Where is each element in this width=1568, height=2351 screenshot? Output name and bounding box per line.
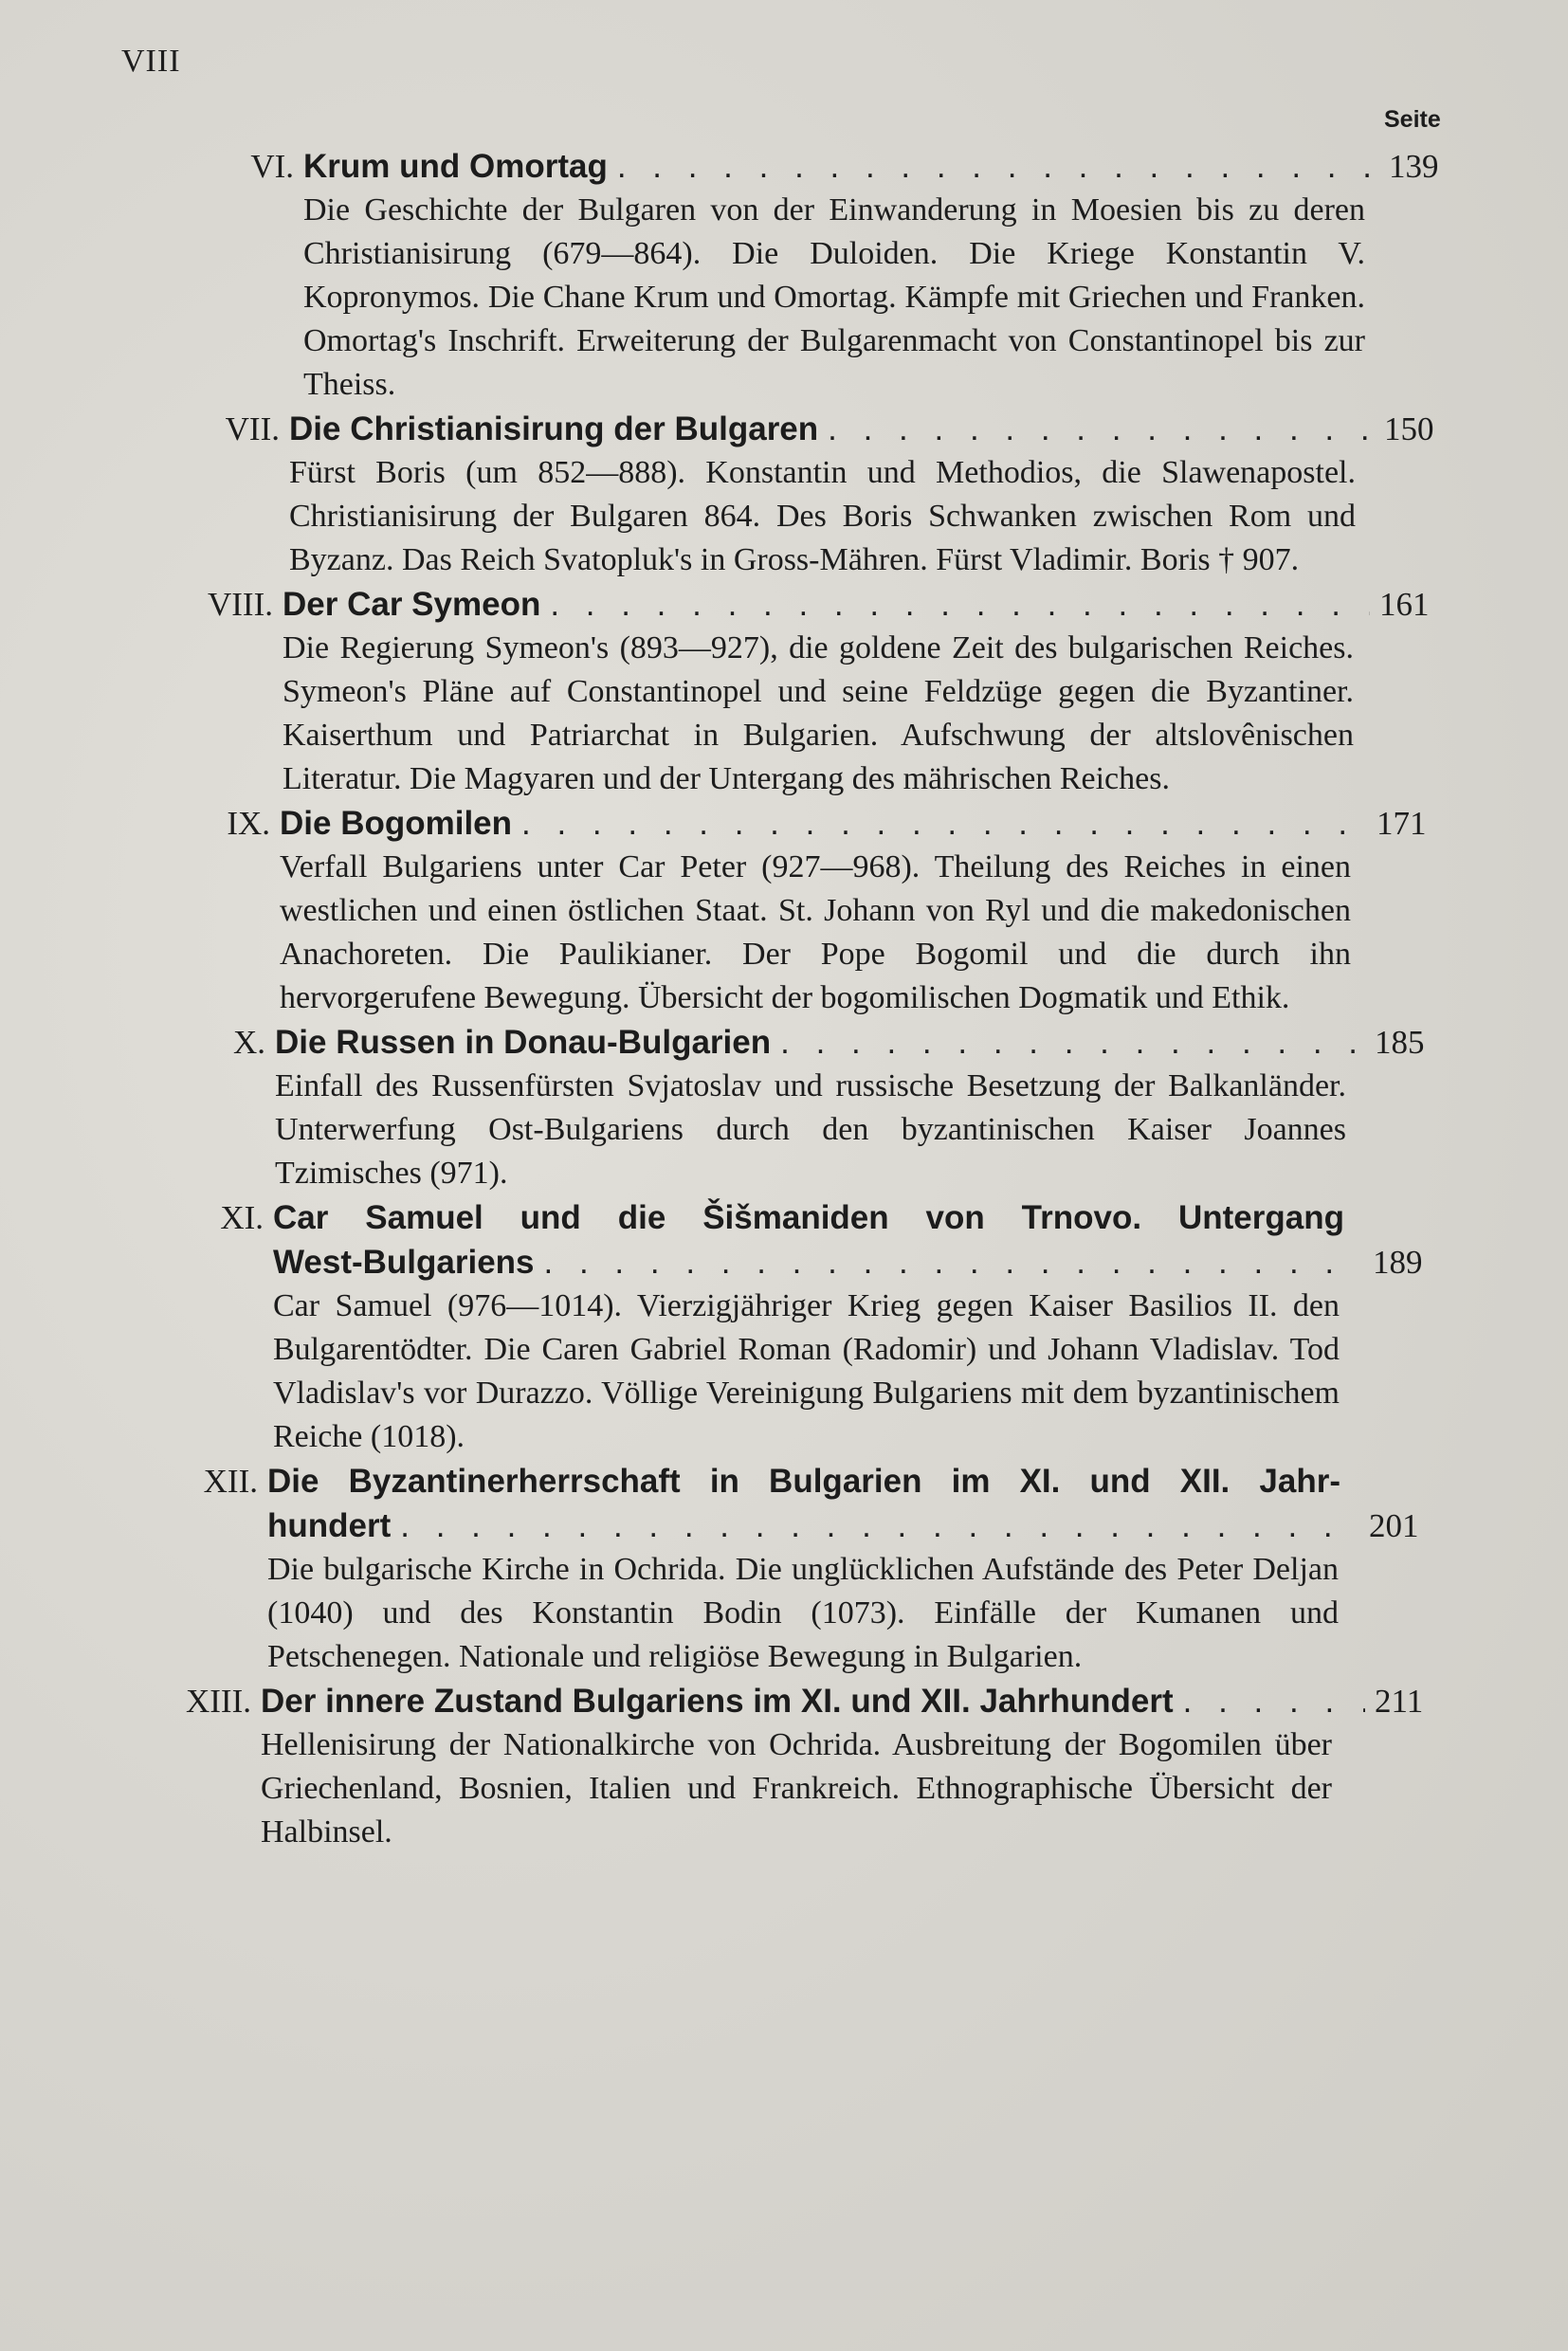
chapter-summary: Die Geschichte der Bulgaren von der Einwanderung in Moesien bis zu deren Christianisirung (679—864). Die Duloiden. Die Kriege Konstantin V. Kopronymos. Die Chane Krum und Omortag. Kämpfe mit Griechen und Franken. Omortag's Inschrift. Erweiterung der Bulgarenmacht von Constantinopel bis zur Theiss. [303, 192, 1365, 402]
leader-dots [521, 801, 1367, 846]
chapter-summary: Fürst Boris (um 852—888). Konstantin und Methodios, die Slawenapostel. Christianisirung der Bulgaren 864. Des Boris Schwanken zwischen Rom und Byzanz. Das Reich Svatopluk's in Gross-Mähren. Fürst Vladimir. Boris † 907. [289, 455, 1356, 577]
toc-heading [208, 582, 1446, 627]
chapter-summary: Verfall Bulgariens unter Car Peter (927—968). Theilung des Reiches in einen westlichen und einen östlichen Staat. St. Johann von Ryl und die makedonischen Anachoreten. Die Paulikianer. Der Pope Bogomil und die durch ihn hervorgerufene Bewegung. Übersicht der bogomilischen Dogmatik und Ethik. [280, 849, 1351, 1015]
toc-heading [227, 801, 1443, 846]
page-reference: 171 [1377, 805, 1427, 842]
toc-entry-x [232, 1020, 1441, 1195]
chapter-summary: Car Samuel (976—1014). Vierzigjähriger Krieg gegen Kaiser Basilios II. den Bulgarentödter. Die Caren Gabriel Roman (Radomir) und Johann Vladislav. Tod Vladislav's vor Durazzo. Völlige Vereinigung Bulgariens mit dem byzantinischem Reiche (1018). [273, 1288, 1340, 1454]
page-number: VIII [121, 44, 181, 79]
leader-dots [617, 144, 1379, 189]
chapter-title-line-1: Die Byzantinerherrschaft in Bulgarien im XI. und XII. Jahr- [267, 1463, 1340, 1500]
chapter-title: Krum und Omortag [303, 148, 608, 185]
table-of-contents [133, 144, 1460, 1854]
toc-heading [250, 144, 1455, 189]
chapter-title: Die Russen in Donau-Bulgarien [275, 1024, 772, 1061]
chapter-title-line-2: hundert [267, 1507, 392, 1544]
toc-entry-xii [203, 1459, 1435, 1679]
chapter-title: Die Christianisirung der Bulgaren [289, 410, 819, 447]
toc-entry-viii [208, 582, 1446, 801]
toc-heading [225, 407, 1450, 451]
page-reference: 185 [1375, 1024, 1425, 1061]
chapter-summary: Die bulgarische Kirche in Ochrida. Die unglücklichen Aufstände des Peter Deljan (1040) und des Konstantin Bodin (1073). Einfälle der Kumanen und Petschenegen. Nationale und religiöse Bewegung in Bulgarien. [267, 1552, 1339, 1674]
chapter-numeral: XI. [220, 1199, 264, 1236]
chapter-title: Die Bogomilen [280, 805, 513, 842]
toc-entry-vi [250, 144, 1455, 407]
toc-heading [186, 1679, 1441, 1723]
chapter-title-line-2: West-Bulgariens [273, 1244, 535, 1281]
toc-entry-xiii [186, 1679, 1441, 1854]
seite-column-label: Seite [1384, 106, 1441, 133]
chapter-summary: Einfall des Russenfürsten Svjatoslav und russische Besetzung der Balkanländer. Unterwerfung Ost-Bulgariens durch den byzantinischen Kaiser Joannes Tzimisches (971). [275, 1068, 1346, 1191]
leader-dots [780, 1020, 1365, 1065]
leader-dots [828, 407, 1375, 451]
leader-dots [550, 582, 1370, 627]
page-reference: 150 [1384, 410, 1434, 447]
leader-dots [544, 1240, 1363, 1285]
toc-entry-xi [220, 1195, 1439, 1459]
chapter-numeral: VII. [225, 410, 280, 447]
chapter-title-line-1: Car Samuel und die Šišmaniden von Trnovo. Untergang [273, 1199, 1344, 1236]
toc-heading [203, 1459, 1435, 1548]
chapter-numeral: XII. [203, 1463, 258, 1500]
chapter-summary: Die Regierung Symeon's (893—927), die goldene Zeit des bulgarischen Reiches. Symeon's Pläne auf Constantinopel und seine Feldzüge gegen die Byzantiner. Kaiserthum und Patriarchat in Bulgarien. Aufschwung der altslovênischen Literatur. Die Magyaren und der Untergang des mährischen Reiches. [283, 630, 1354, 796]
leader-dots [1183, 1679, 1365, 1723]
chapter-numeral: X. [232, 1024, 265, 1061]
chapter-numeral: XIII. [186, 1683, 251, 1720]
chapter-numeral: IX. [227, 805, 270, 842]
toc-heading [232, 1020, 1441, 1065]
page-reference: 201 [1369, 1507, 1419, 1544]
toc-entry-ix [227, 801, 1443, 1020]
page-reference: 139 [1389, 148, 1439, 185]
leader-dots [400, 1504, 1359, 1548]
chapter-title: Der Car Symeon [283, 586, 541, 623]
chapter-numeral: VI. [250, 148, 294, 185]
toc-heading [220, 1195, 1439, 1285]
toc-entry-vii [225, 407, 1450, 582]
chapter-title: Der innere Zustand Bulgariens im XI. und XII. Jahrhundert [261, 1683, 1174, 1720]
chapter-numeral: VIII. [208, 586, 273, 623]
page-reference: 161 [1379, 586, 1430, 623]
page-reference: 211 [1375, 1683, 1424, 1720]
page-reference: 189 [1373, 1244, 1423, 1281]
chapter-summary: Hellenisirung der Nationalkirche von Ochrida. Ausbreitung der Bogomilen über Griechenland, Bosnien, Italien und Frankreich. Ethnographische Übersicht der Halbinsel. [261, 1727, 1332, 1850]
